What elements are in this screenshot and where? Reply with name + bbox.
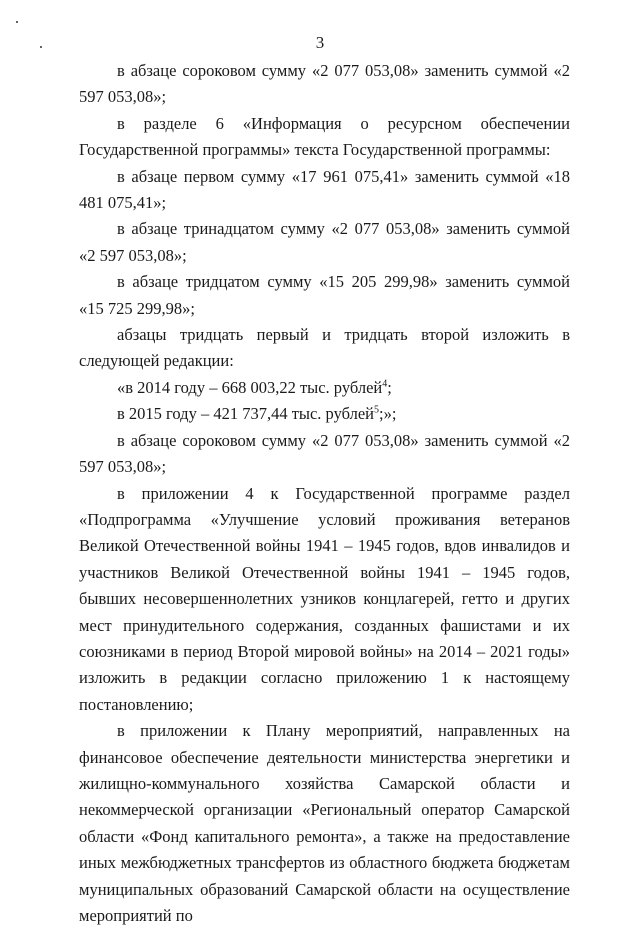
paragraph: в абзаце сороковом сумму «2 077 053,08» заменить суммой «2 597 053,08»;	[79, 430, 570, 477]
footnote-ref: 5	[374, 404, 379, 416]
quote-text: в 2015 году – 421 737,44 тыс. рублей	[117, 404, 374, 424]
quote-tail: ;	[387, 377, 392, 397]
paragraph: абзацы тридцать первый и тридцать второй изложить в следующей редакции:	[79, 325, 570, 371]
quote-line-2014	[79, 375, 570, 401]
page-number: 3	[315, 33, 325, 52]
paragraph: в приложении к Плану мероприятий, направленных на финансовое обеспечение деятельности министерства энергетики и жилищно-коммунального хозяйства Самарской области и некоммерческой организации «Региональный оператор Самарской области «Фонд капитального ремонта», а также на предоставление иных межбюджетных трансфертов из областного бюджета бюджетам муниципальных образований Самарской области на осуществление мероприятий по	[79, 721, 570, 925]
quote-text: «в 2014 году – 668 003,22 тыс. рублей	[117, 377, 383, 397]
paragraph: в абзаце тринадцатом сумму «2 077 053,08» заменить суммой «2 597 053,08»;	[79, 219, 570, 265]
footnote-ref: 4	[382, 378, 388, 390]
scan-speck	[16, 21, 18, 23]
paragraph: в абзаце сороковом сумму «2 077 053,08» заменить суммой «2 597 053,08»;	[79, 61, 570, 107]
paragraph: в приложении 4 к Государственной программе раздел «Подпрограмма «Улучшение условий проживания ветеранов Великой Отечественной войны 1941 – 1945 годов, вдов инвалидов и участников Великой Отечественной войны 1941 – 1945 годов, бывших несовершеннолетних узников концлагерей, гетто и других мест принудительного содержания, созданных фашистами и их союзниками в период Второй мировой войны» на 2014 – 2021 годы» изложить в редакции согласно приложению 1 к настоящему постановлению;	[79, 483, 570, 714]
paragraph: в абзаце первом сумму «17 961 075,41» заменить суммой «18 481 075,41»;	[79, 166, 570, 213]
quote-line-2015	[79, 401, 570, 427]
paragraph: в абзаце тридцатом сумму «15 205 299,98» заменить суммой «15 725 299,98»;	[79, 272, 570, 318]
paragraph: в разделе 6 «Информация о ресурсном обеспечении Государственной программы» текста Государственной программы:	[79, 113, 570, 160]
quote-tail: ;»;	[379, 404, 397, 424]
document-body	[79, 58, 570, 929]
